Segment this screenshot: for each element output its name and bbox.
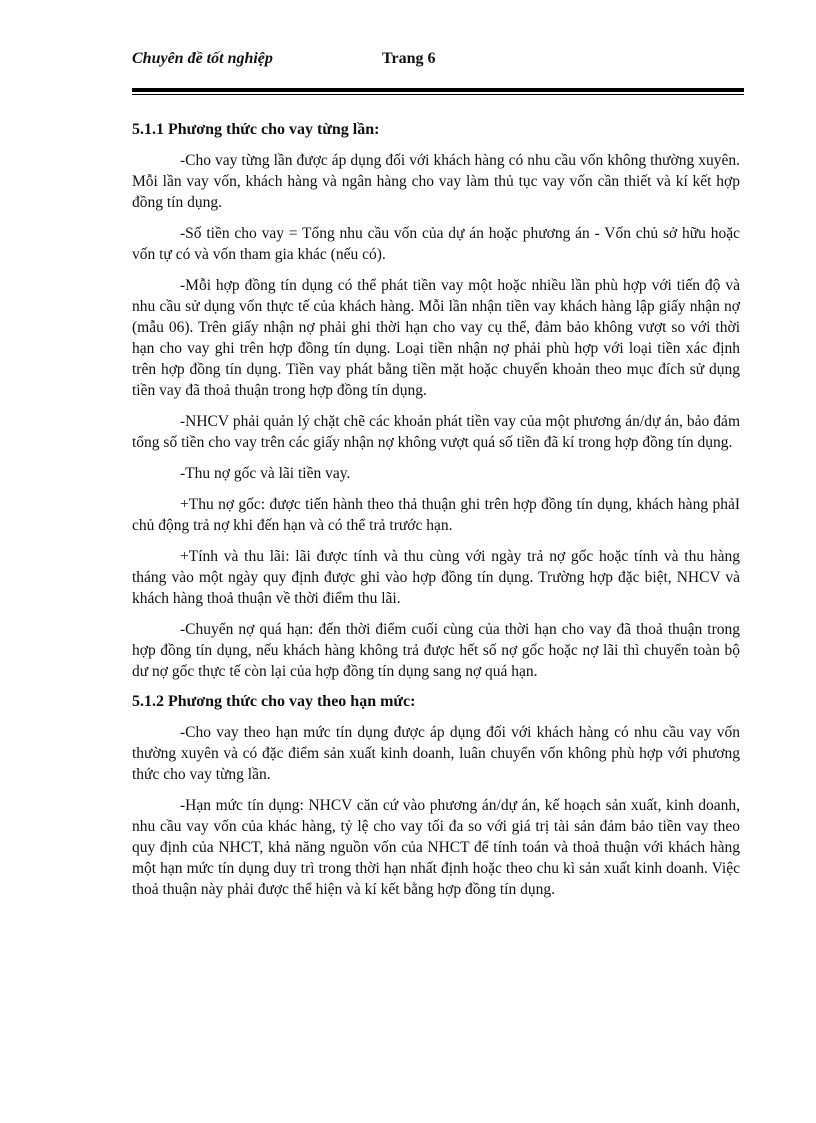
document-title: Chuyên đề tốt nghiệp	[132, 50, 273, 67]
page-label: Trang	[382, 50, 424, 67]
paragraph: -Thu nợ gốc và lãi tiền vay.	[180, 465, 351, 482]
paragraph: -Mỗi hợp đồng tín dụng có thể phát tiền vay một hoặc nhiều lần phù hợp với tiến độ và nhu cầu sử dụng vốn thực tế của khách hàng. Mỗi lần nhận tiền vay khách hàng lập giấy nhận nợ (mẫu 06). Trên giấy nhận nợ phải ghi thời hạn cho vay cụ thể, đảm bảo không vượt so với thời hạn cho vay ghi trên hợp đồng tín dụng. Loại tiền nhận nợ phải phù hợp với loại tiền xác định trên hợp đồng tín dụng. Tiền vay phát bằng tiền mặt hoặc chuyển khoản theo mục đích sử dụng tiền vay đã thoả thuận trong hợp đồng tín dụng.	[132, 277, 740, 399]
page-number: 6	[427, 50, 436, 67]
section-heading-5-1-2: 5.1.2 Phương thức cho vay theo hạn mức:	[132, 693, 416, 710]
section-heading-5-1-1: 5.1.1 Phương thức cho vay từng lần:	[132, 121, 380, 138]
paragraph: +Tính và thu lãi: lãi được tính và thu cùng với ngày trả nợ gốc hoặc tính và thu hàng tháng vào một ngày quy định được ghi vào hợp đồng tín dụng. Trường hợp đặc biệt, NHCV và khách hàng thoả thuận về thời điểm thu lãi.	[132, 548, 740, 607]
header-rule-thin	[132, 94, 744, 95]
paragraph: -Hạn mức tín dụng: NHCV căn cứ vào phương án/dự án, kế hoạch sản xuất, kinh doanh, nhu cầu vay vốn của khác hàng, tỷ lệ cho vay tối đa so với giá trị tài sản đảm bảo tiền vay theo quy định của NHCT, khả năng nguồn vốn của NHCT để tính toán và thoả thuận với khách hàng một hạn mức tín dụng duy trì trong thời hạn nhất định hoặc theo chu kì sản xuất kinh doanh. Việc thoả thuận này phải được thể hiện và kí kết bằng hợp đồng tín dụng.	[132, 797, 740, 898]
paragraph: -NHCV phải quản lý chặt chẽ các khoản phát tiền vay của một phương án/dự án, bảo đảm tổng số tiền cho vay trên các giấy nhận nợ không vượt quá số tiền đã kí trong hợp đồng tín dụng.	[132, 413, 740, 451]
page-indicator	[382, 50, 435, 68]
paragraph: +Thu nợ gốc: được tiến hành theo thả thuận ghi trên hợp đồng tín dụng, khách hàng phảI chủ động trả nợ khi đến hạn và có thể trả trước hạn.	[132, 496, 740, 534]
paragraph: -Cho vay theo hạn mức tín dụng được áp dụng đối với khách hàng có nhu cầu vay vốn thường xuyên và có đặc điểm sản xuất kinh doanh, luân chuyển vốn không phù hợp với phương thức cho vay từng lần.	[132, 724, 740, 783]
header-rule-thick	[132, 88, 744, 92]
document-body	[132, 120, 740, 910]
paragraph: -Số tiền cho vay = Tổng nhu cầu vốn của dự án hoặc phương án - Vốn chủ sở hữu hoặc vốn tự có và vốn tham gia khác (nếu có).	[132, 225, 740, 263]
paragraph: -Chuyển nợ quá hạn: đến thời điểm cuối cùng của thời hạn cho vay đã thoả thuận trong hợp đồng tín dụng, nếu khách hàng không trả được hết số nợ gốc hoặc nợ lãi thì chuyển toàn bộ dư nợ gốc thực tế còn lại của hợp đồng tín dụng sang nợ quá hạn.	[132, 621, 740, 680]
page-header	[132, 50, 744, 80]
paragraph: -Cho vay từng lần được áp dụng đối với khách hàng có nhu cầu vốn không thường xuyên. Mỗi lần vay vốn, khách hàng và ngân hàng cho vay làm thủ tục vay vốn cần thiết và kí kết hợp đồng tín dụng.	[132, 152, 740, 211]
